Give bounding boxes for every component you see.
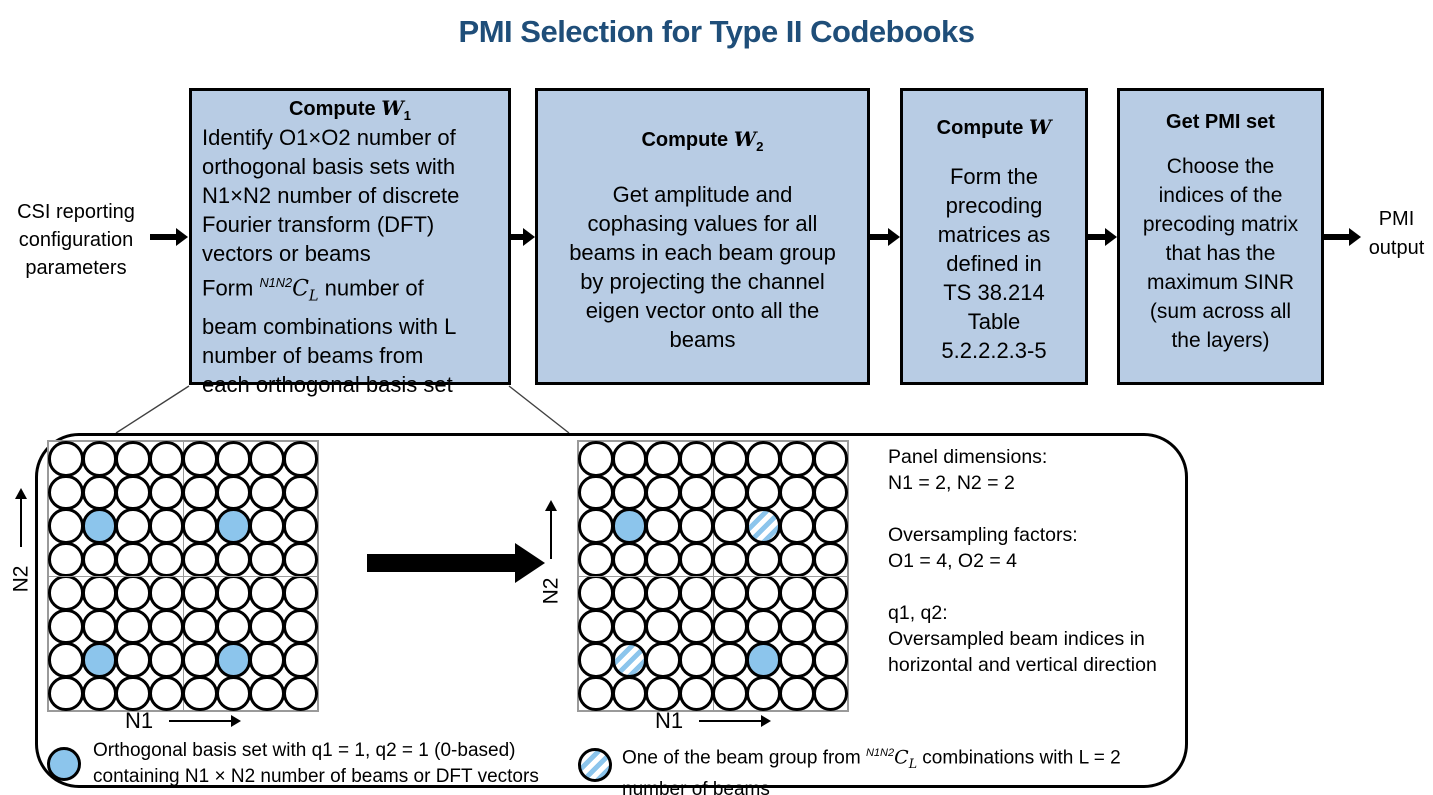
beam-grid-right — [577, 440, 849, 712]
n1-axis-right — [577, 708, 849, 734]
annotation-beam-indices: q1, q2: Oversampled beam indices in horizontal and vertical direction — [888, 602, 1157, 676]
box2-title: Compute $W_2$ — [641, 127, 764, 154]
beam-circle — [779, 441, 815, 477]
beam-circle — [578, 508, 614, 544]
panel-annotations — [888, 444, 1188, 704]
beam-circle — [612, 441, 648, 477]
beam-circle — [779, 575, 815, 611]
beam-circle — [249, 508, 285, 544]
beam-circle — [679, 676, 715, 712]
n2-axis-left — [4, 488, 38, 591]
beam-circle — [746, 508, 782, 544]
beam-circle — [249, 642, 285, 678]
beam-circle — [115, 609, 151, 645]
beam-circle — [115, 475, 151, 511]
beam-circle — [612, 508, 648, 544]
beam-circle — [216, 475, 252, 511]
grid-transform-arrow — [367, 543, 545, 583]
beam-circle — [149, 676, 185, 712]
beam-circle — [82, 676, 118, 712]
beam-circle — [679, 475, 715, 511]
beam-circle — [813, 542, 849, 578]
beam-circle — [612, 542, 648, 578]
beam-circle — [48, 642, 84, 678]
beam-circle — [82, 575, 118, 611]
beam-circle — [82, 542, 118, 578]
beam-circle — [612, 475, 648, 511]
input-label: CSI reporting configuration parameters — [17, 201, 135, 279]
box1-form-line: Form $^{N1N2}C_L$ number of — [202, 275, 424, 305]
beam-circle — [578, 676, 614, 712]
beam-circle — [82, 508, 118, 544]
beam-circle — [249, 542, 285, 578]
flow-arrow-2-3 — [866, 228, 900, 246]
beam-circle — [679, 642, 715, 678]
beam-circle — [645, 475, 681, 511]
beam-circle — [182, 508, 218, 544]
beam-circle — [149, 642, 185, 678]
beam-circle — [82, 475, 118, 511]
box1-body — [192, 123, 508, 399]
box1-body-part2: beam combinations with L number of beams from each orthogonal basis set — [202, 313, 457, 397]
beam-circle — [612, 575, 648, 611]
beam-circle — [779, 676, 815, 712]
step-box-get-pmi-set — [1117, 88, 1324, 385]
beam-circle — [746, 575, 782, 611]
beam-circle — [149, 542, 185, 578]
beam-circle — [149, 609, 185, 645]
beam-circle — [578, 542, 614, 578]
beam-circle — [746, 441, 782, 477]
beam-circle — [149, 441, 185, 477]
beam-circle — [249, 475, 285, 511]
beam-circle — [679, 575, 715, 611]
beam-circle — [779, 609, 815, 645]
right-arrow-icon — [169, 715, 241, 727]
beam-circle — [612, 609, 648, 645]
beam-circle — [712, 642, 748, 678]
beam-circle — [813, 575, 849, 611]
flow-arrow-output — [1321, 228, 1361, 246]
legend-hatched-beam-icon — [578, 748, 612, 782]
box3-title: Compute W — [936, 115, 1052, 139]
beam-circle — [115, 676, 151, 712]
step-box-compute-w2 — [535, 88, 870, 385]
beam-circle — [216, 441, 252, 477]
beam-circle — [813, 441, 849, 477]
beam-circle — [813, 676, 849, 712]
box1-body-part1: Identify O1×O2 number of orthogonal basis sets with N1×N2 number of discrete Fourier transform (DFT) vectors or beams — [202, 125, 460, 266]
beam-circle — [115, 508, 151, 544]
beam-circle — [813, 508, 849, 544]
beam-circle — [712, 542, 748, 578]
beam-circle — [645, 676, 681, 712]
beam-circle — [712, 676, 748, 712]
beam-circle — [48, 609, 84, 645]
beam-circle — [48, 475, 84, 511]
beam-circle — [283, 609, 319, 645]
beam-circle — [645, 642, 681, 678]
beam-circle — [216, 575, 252, 611]
beam-circle — [746, 642, 782, 678]
beam-circle — [283, 542, 319, 578]
up-arrow-icon — [545, 500, 557, 511]
beam-circle — [645, 609, 681, 645]
up-arrow-icon — [15, 488, 27, 499]
box1-title: Compute $W_1$ — [288, 96, 412, 123]
annotation-panel-dimensions: Panel dimensions: N1 = 2, N2 = 2 — [888, 446, 1048, 494]
beam-circle — [612, 642, 648, 678]
beam-circle — [182, 542, 218, 578]
beam-circle — [249, 676, 285, 712]
beam-circle — [182, 642, 218, 678]
beam-circle — [216, 676, 252, 712]
beam-circle — [578, 642, 614, 678]
beam-circle — [612, 676, 648, 712]
beam-circle — [779, 475, 815, 511]
beam-circle — [115, 441, 151, 477]
beam-circle — [48, 508, 84, 544]
beam-circle — [216, 642, 252, 678]
beam-circle — [48, 542, 84, 578]
beam-circle — [216, 609, 252, 645]
page-title: PMI Selection for Type II Codebooks — [458, 14, 975, 49]
beam-circle — [578, 609, 614, 645]
legend-beam-group-line1: One of the beam group from $^{N1N2}C_L$ combinations with L = 2 — [622, 746, 1121, 772]
beam-circle — [578, 441, 614, 477]
legend-solid-beam-icon — [47, 747, 81, 781]
beam-circle — [82, 441, 118, 477]
beam-circle — [182, 575, 218, 611]
beam-circle — [249, 609, 285, 645]
beam-circle — [813, 642, 849, 678]
annotation-oversampling: Oversampling factors: O1 = 4, O2 = 4 — [888, 524, 1078, 572]
legend-beam-group — [622, 740, 1121, 795]
beam-circle — [48, 441, 84, 477]
beam-circle — [746, 542, 782, 578]
beam-circle — [283, 575, 319, 611]
beam-circle — [679, 542, 715, 578]
box4-title: Get PMI set — [1166, 111, 1275, 133]
beam-circle — [712, 508, 748, 544]
beam-circle — [779, 542, 815, 578]
beam-circle — [149, 475, 185, 511]
beam-circle — [779, 642, 815, 678]
flow-arrow-input — [150, 228, 188, 246]
beam-circle — [115, 642, 151, 678]
beam-circle — [679, 441, 715, 477]
beam-circle — [645, 575, 681, 611]
beam-circle — [679, 609, 715, 645]
flow-arrow-3-4 — [1084, 228, 1117, 246]
n2-axis-label: N2 — [538, 577, 562, 605]
beam-circle — [115, 575, 151, 611]
beam-circle — [679, 508, 715, 544]
beam-circle — [645, 508, 681, 544]
beam-circle — [82, 642, 118, 678]
beam-circle — [48, 676, 84, 712]
beam-circle — [813, 609, 849, 645]
beam-circle — [645, 542, 681, 578]
beam-circle — [712, 441, 748, 477]
beam-circle — [578, 475, 614, 511]
beam-circle — [216, 542, 252, 578]
box2-body: Get amplitude and cophasing values for all beams in each beam group by projecting the channel eigen vector onto all the beams — [569, 182, 836, 352]
beam-circle — [149, 508, 185, 544]
step-box-compute-w1 — [189, 88, 511, 397]
beam-circle — [746, 676, 782, 712]
beam-circle — [746, 609, 782, 645]
beam-circle — [249, 441, 285, 477]
beam-circle — [249, 575, 285, 611]
beam-circle — [746, 475, 782, 511]
box4-body: Choose the indices of the precoding matrix that has the maximum SINR (sum across all the layers) — [1142, 155, 1299, 352]
box3-body: Form the precoding matrices as defined in TS 38.214 Table 5.2.2.2.3-5 — [937, 164, 1051, 363]
beam-circle — [182, 676, 218, 712]
beam-circle — [712, 575, 748, 611]
beam-circle — [182, 441, 218, 477]
legend-beam-group-line2: number of beams — [622, 779, 770, 795]
beam-circle — [283, 441, 319, 477]
beam-circle — [48, 575, 84, 611]
beam-circle — [283, 475, 319, 511]
beam-circle — [578, 575, 614, 611]
beam-circle — [645, 441, 681, 477]
beam-circle — [283, 676, 319, 712]
n1-axis-label: N1 — [654, 708, 684, 733]
n1-axis-label: N1 — [124, 708, 154, 733]
beam-circle — [712, 609, 748, 645]
beam-circle — [149, 575, 185, 611]
step-box-compute-w — [900, 88, 1088, 385]
beam-circle — [283, 508, 319, 544]
legend-orthogonal-basis: Orthogonal basis set with q1 = 1, q2 = 1 (0-based) containing N1 × N2 number of beams or DFT vectors — [93, 740, 539, 787]
beam-circle — [712, 475, 748, 511]
n1-axis-left — [47, 708, 319, 734]
beam-circle — [182, 609, 218, 645]
right-arrow-icon — [699, 715, 771, 727]
beam-circle — [779, 508, 815, 544]
beam-circle — [115, 542, 151, 578]
output-label: PMI output — [1368, 208, 1425, 259]
beam-circle — [182, 475, 218, 511]
beam-circle — [283, 642, 319, 678]
beam-circle — [82, 609, 118, 645]
beam-circle — [216, 508, 252, 544]
n2-axis-label: N2 — [8, 565, 32, 593]
beam-grid-left — [47, 440, 319, 712]
beam-circle — [813, 475, 849, 511]
